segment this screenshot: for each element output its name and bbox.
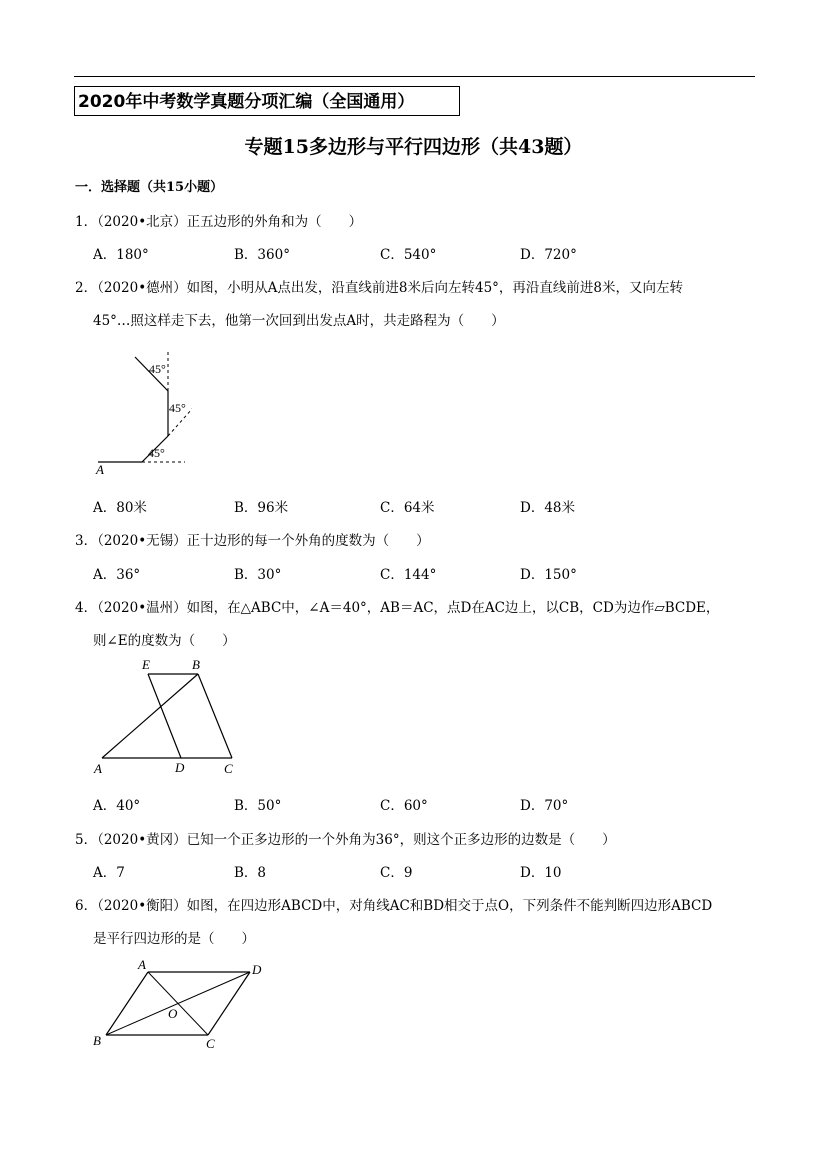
- question-5-text: 5．（2020•黄冈）已知一个正多边形的一个外角为36°，则这个正多边形的边数是（ ）: [75, 832, 616, 848]
- q4-point-b: B: [192, 657, 200, 672]
- question-6-text: 6．（2020•衡阳）如图，在四边形ABCD中，对角线AC和BD相交于点O，下列条件不能判断四边形ABCD: [75, 898, 713, 914]
- q2-angle-label-3: 45°: [149, 362, 166, 376]
- question-4-text: 4．（2020•温州）如图，在△ABC中，∠A＝40°，AB＝AC，点D在AC边上，以CB，CD为边作▱BCDE，: [75, 600, 720, 616]
- q3-option-a: A．36°: [93, 567, 141, 583]
- q6-point-c: C: [206, 1036, 215, 1051]
- q1-option-d: D．720°: [520, 247, 577, 263]
- q3-option-b: B．30°: [234, 567, 282, 583]
- q4-side-ed: [148, 674, 181, 758]
- q4-point-c: C: [224, 761, 233, 776]
- q4-option-c: C．60°: [380, 798, 428, 814]
- q2-option-d: D．48米: [520, 500, 576, 516]
- page-title: 专题15多边形与平行四边形（共43题）: [244, 136, 583, 158]
- q4-point-e: E: [142, 657, 150, 672]
- q6-quadrilateral-figure: [90, 955, 275, 1055]
- q6-point-a: A: [138, 957, 146, 972]
- q4-side-ab: [102, 674, 198, 758]
- q3-option-d: D．150°: [520, 567, 577, 583]
- q2-angle-label-2: 45°: [169, 401, 186, 415]
- header-rule: [74, 76, 755, 77]
- collection-tag: 2020年中考数学真题分项汇编（全国通用）: [74, 86, 460, 116]
- q2-angle-label-1: 45°: [148, 446, 165, 460]
- q5-option-c: C．9: [380, 865, 413, 881]
- q1-option-b: B．360°: [234, 247, 290, 263]
- q1-option-a: A．180°: [93, 247, 149, 263]
- q6-point-o: O: [168, 1006, 178, 1021]
- q1-option-c: C．540°: [380, 247, 437, 263]
- question-4-text-cont: 则∠E的度数为（ ）: [93, 633, 236, 649]
- q5-option-a: A．7: [93, 865, 125, 881]
- q4-parallelogram-figure: [90, 655, 250, 780]
- q2-walk-figure: [92, 345, 192, 480]
- q3-option-c: C．144°: [380, 567, 437, 583]
- q4-side-bc: [198, 674, 232, 758]
- q2-option-b: B．96米: [234, 500, 289, 516]
- q4-option-a: A．40°: [93, 798, 141, 814]
- question-6-text-cont: 是平行四边形的是（ ）: [93, 931, 255, 947]
- section-heading: 一．选择题（共15小题）: [75, 180, 224, 195]
- question-1-text: 1．（2020•北京）正五边形的外角和为（ ）: [75, 214, 363, 230]
- q2-option-a: A．80米: [93, 500, 147, 516]
- q4-option-d: D．70°: [520, 798, 569, 814]
- q6-point-d: D: [252, 962, 262, 977]
- q2-option-c: C．64米: [380, 500, 435, 516]
- q4-option-b: B．50°: [234, 798, 282, 814]
- q5-option-d: D．10: [520, 865, 562, 881]
- q5-option-b: B．8: [234, 865, 267, 881]
- question-2-text: 2．（2020•德州）如图，小明从A点出发，沿直线前进8米后向左转45°，再沿直线前进8米，又向左转: [75, 280, 684, 296]
- q2-point-a: A: [96, 462, 104, 477]
- q4-point-d: D: [175, 760, 185, 775]
- q6-point-b: B: [93, 1033, 101, 1048]
- q4-point-a: A: [94, 761, 102, 776]
- question-3-text: 3．（2020•无锡）正十边形的每一个外角的度数为（ ）: [75, 533, 430, 549]
- question-2-text-cont: 45°…照这样走下去，他第一次回到出发点A时，共走路程为（ ）: [93, 313, 505, 329]
